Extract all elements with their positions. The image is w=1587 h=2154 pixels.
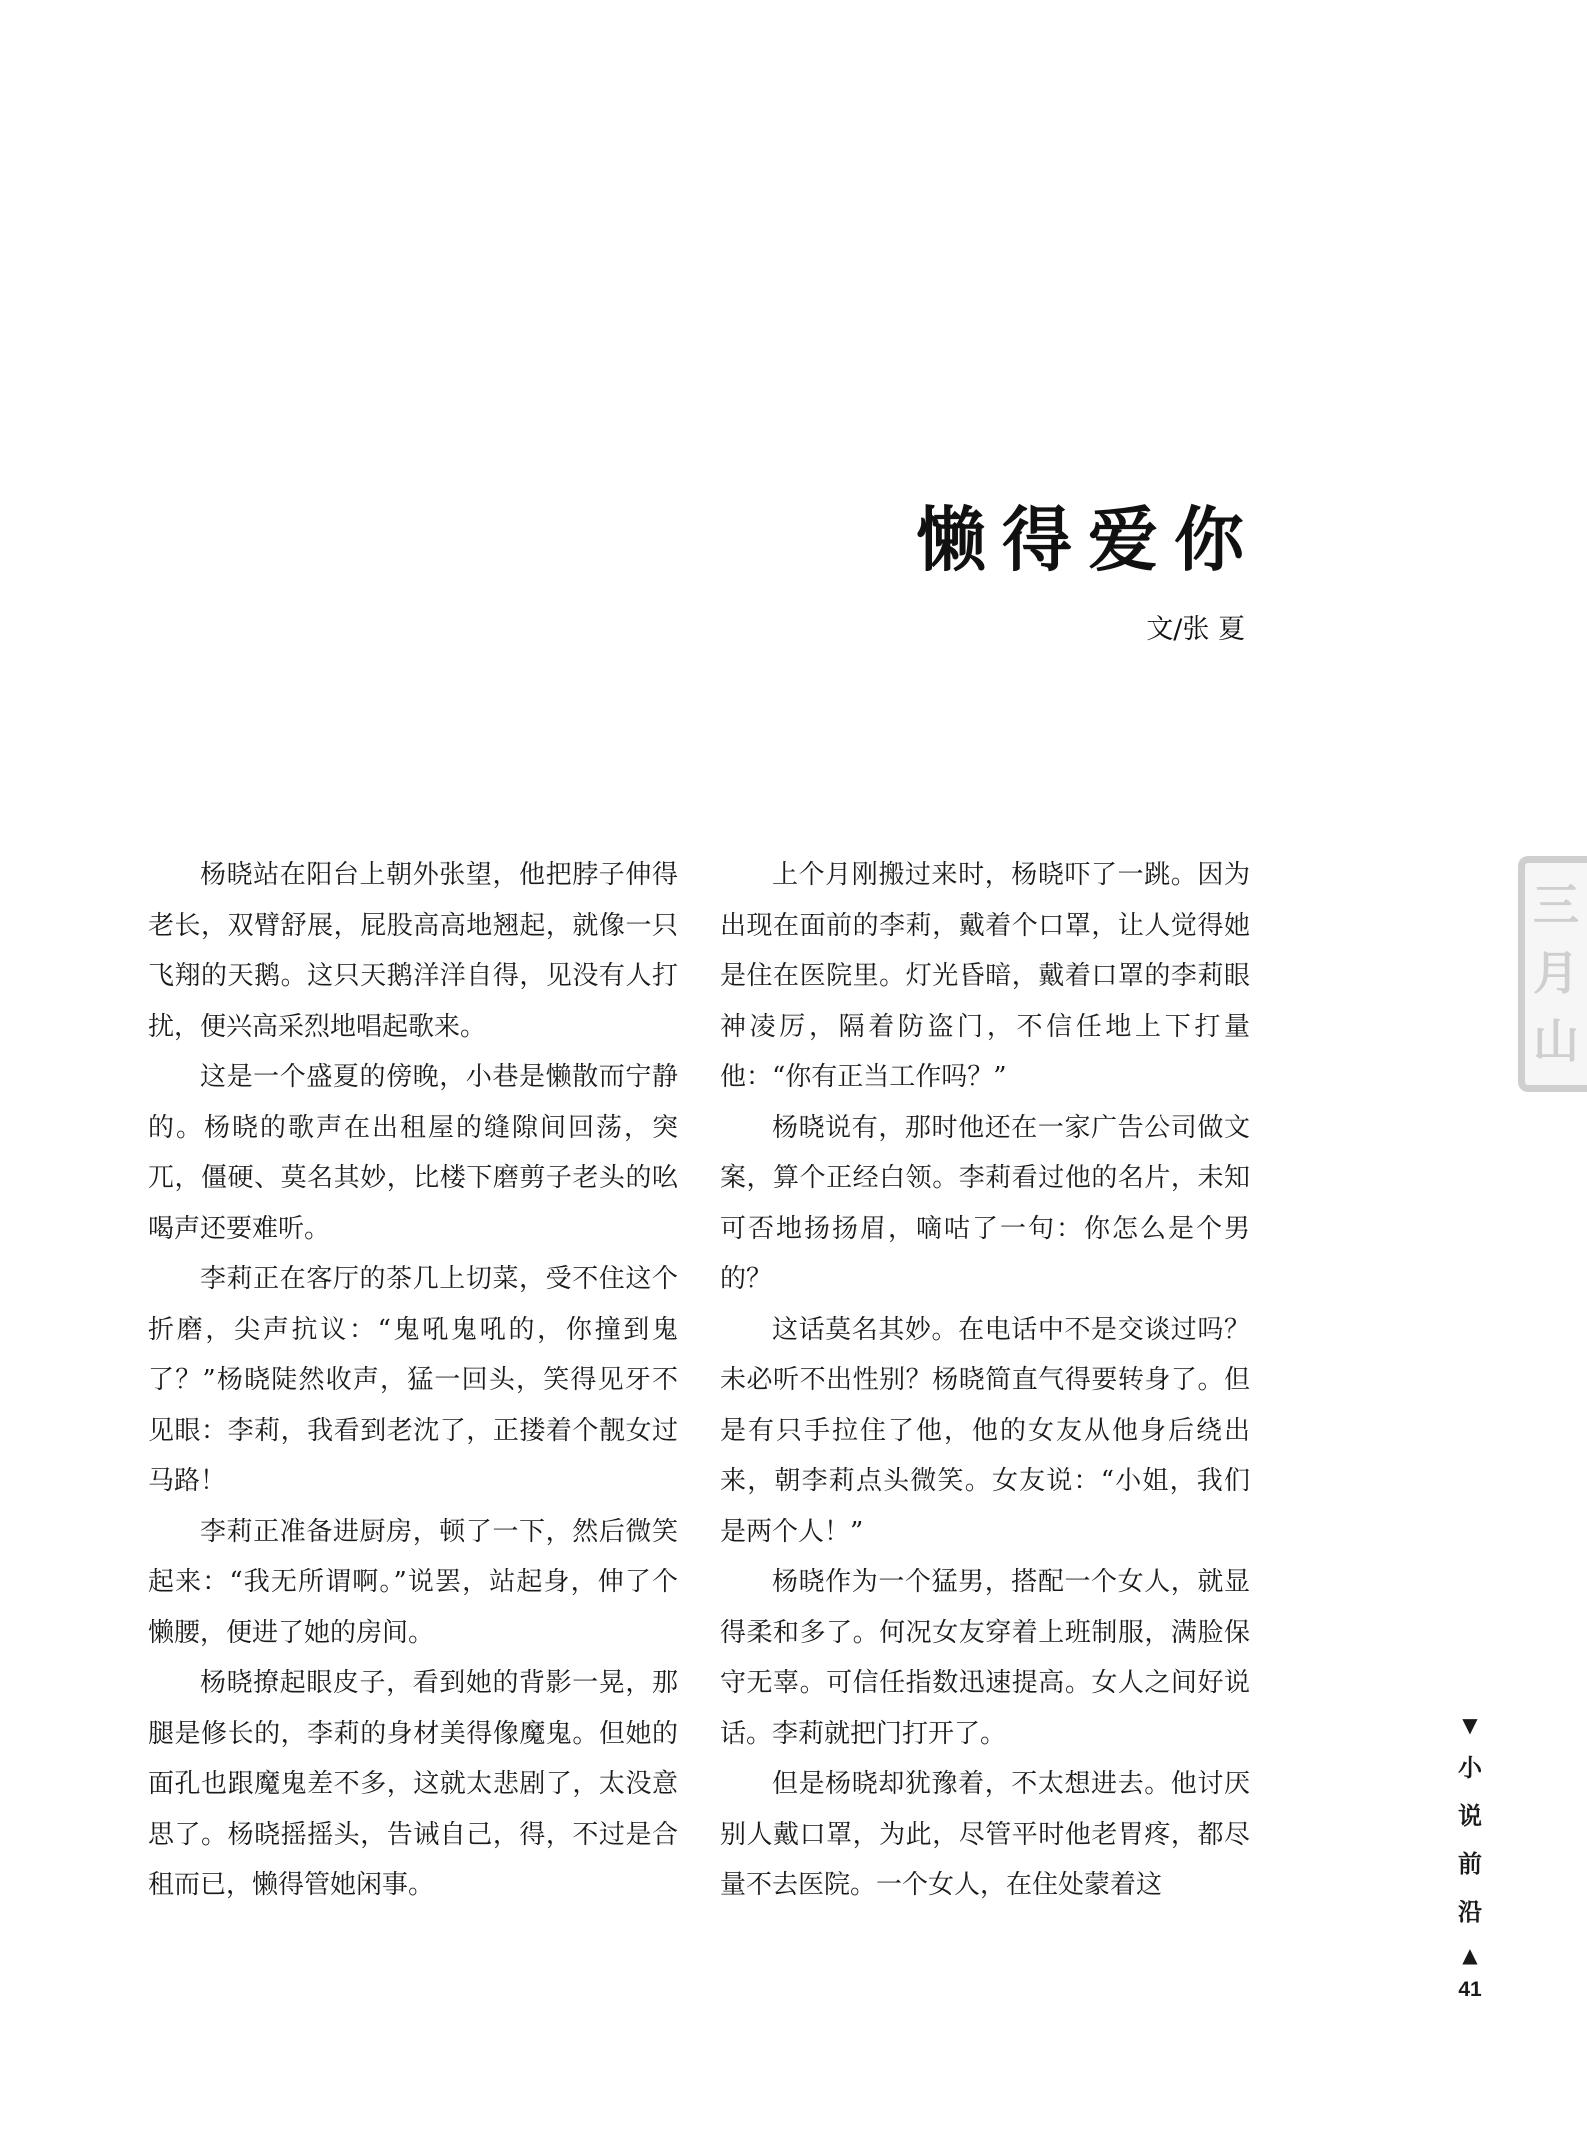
- paragraph: 上个月刚搬过来时，杨晓吓了一跳。因为出现在面前的李莉，戴着个口罩，让人觉得她是住在医院里。灯光昏暗，戴着口罩的李莉眼神凌厉，隔着防盗门，不信任地上下打量他：“你有正当工作吗？”: [720, 860, 1250, 1092]
- paragraph: 这是一个盛夏的傍晚，小巷是懒散而宁静的。杨晓的歌声在出租屋的缝隙间回荡，突兀，僵硬、莫名其妙，比楼下磨剪子老头的吆喝声还要难听。: [148, 1062, 678, 1244]
- paragraph: 杨晓撩起眼皮子，看到她的背影一晃，那腿是修长的，李莉的身材美得像魔鬼。但她的面孔也跟魔鬼差不多，这就太悲剧了，太没意思了。杨晓摇摇头，告诫自己，得，不过是合租而已，懒得管她闲事。: [148, 1668, 678, 1900]
- paragraph: 这话莫名其妙。在电话中不是交谈过吗？未必听不出性别？杨晓简直气得要转身了。但是有只手拉住了他，他的女友从他身后绕出来，朝李莉点头微笑。女友说：“小姐，我们是两个人！”: [720, 1314, 1250, 1547]
- paragraph: 李莉正在客厅的茶几上切菜，受不住这个折磨，尖声抗议：“鬼吼鬼吼的，你撞到鬼了？”杨晓陡然收声，猛一回头，笑得见牙不见眼：李莉，我看到老沈了，正搂着个靓女过马路！: [148, 1264, 678, 1496]
- paragraph: 但是杨晓却犹豫着，不太想进去。他讨厌别人戴口罩，为此，尽管平时他老胃疼，都尽量不去医院。一个女人，在住处蒙着这: [720, 1769, 1250, 1900]
- section-name-char: 说: [1458, 1802, 1482, 1830]
- paragraph: 杨晓作为一个猛男，搭配一个女人，就显得柔和多了。何况女友穿着上班制服，满脸保守无辜。可信任指数迅速提高。女人之间好说话。李莉就把门打开了。: [720, 1567, 1250, 1749]
- paragraph: 杨晓站在阳台上朝外张望，他把脖子伸得老长，双臂舒展，屁股高高地翘起，就像一只飞翔的天鹅。这只天鹅洋洋自得，见没有人打扰，便兴高采烈地唱起歌来。: [148, 860, 678, 1042]
- seal-stamp-text: 三月山: [1533, 878, 1579, 1068]
- triangle-down-icon: ▼: [1462, 1713, 1478, 1737]
- article-title: 懒得爱你: [916, 498, 1260, 581]
- seal-stamp: [1518, 856, 1587, 1092]
- article-byline: 文/张 夏: [1146, 614, 1245, 645]
- section-name: [1450, 1744, 1490, 1936]
- right-column: [720, 850, 1250, 1911]
- triangle-up-icon: ▲: [1462, 1943, 1478, 1967]
- section-side-label: [1450, 1712, 1490, 1968]
- left-column: [148, 850, 678, 1911]
- paragraph: 杨晓说有，那时他还在一家广告公司做文案，算个正经白领。李莉看过他的名片，未知可否地扬扬眉，嘀咕了一句：你怎么是个男的？: [720, 1112, 1250, 1294]
- section-name-char: 沿: [1458, 1898, 1482, 1926]
- section-name-char: 小: [1458, 1754, 1482, 1782]
- paragraph: 李莉正准备进厨房，顿了一下，然后微笑起来：“我无所谓啊。”说罢，站起身，伸了个懒腰，便进了她的房间。: [148, 1516, 678, 1648]
- page-number: 41: [1458, 1978, 1482, 2001]
- section-name-char: 前: [1458, 1850, 1482, 1878]
